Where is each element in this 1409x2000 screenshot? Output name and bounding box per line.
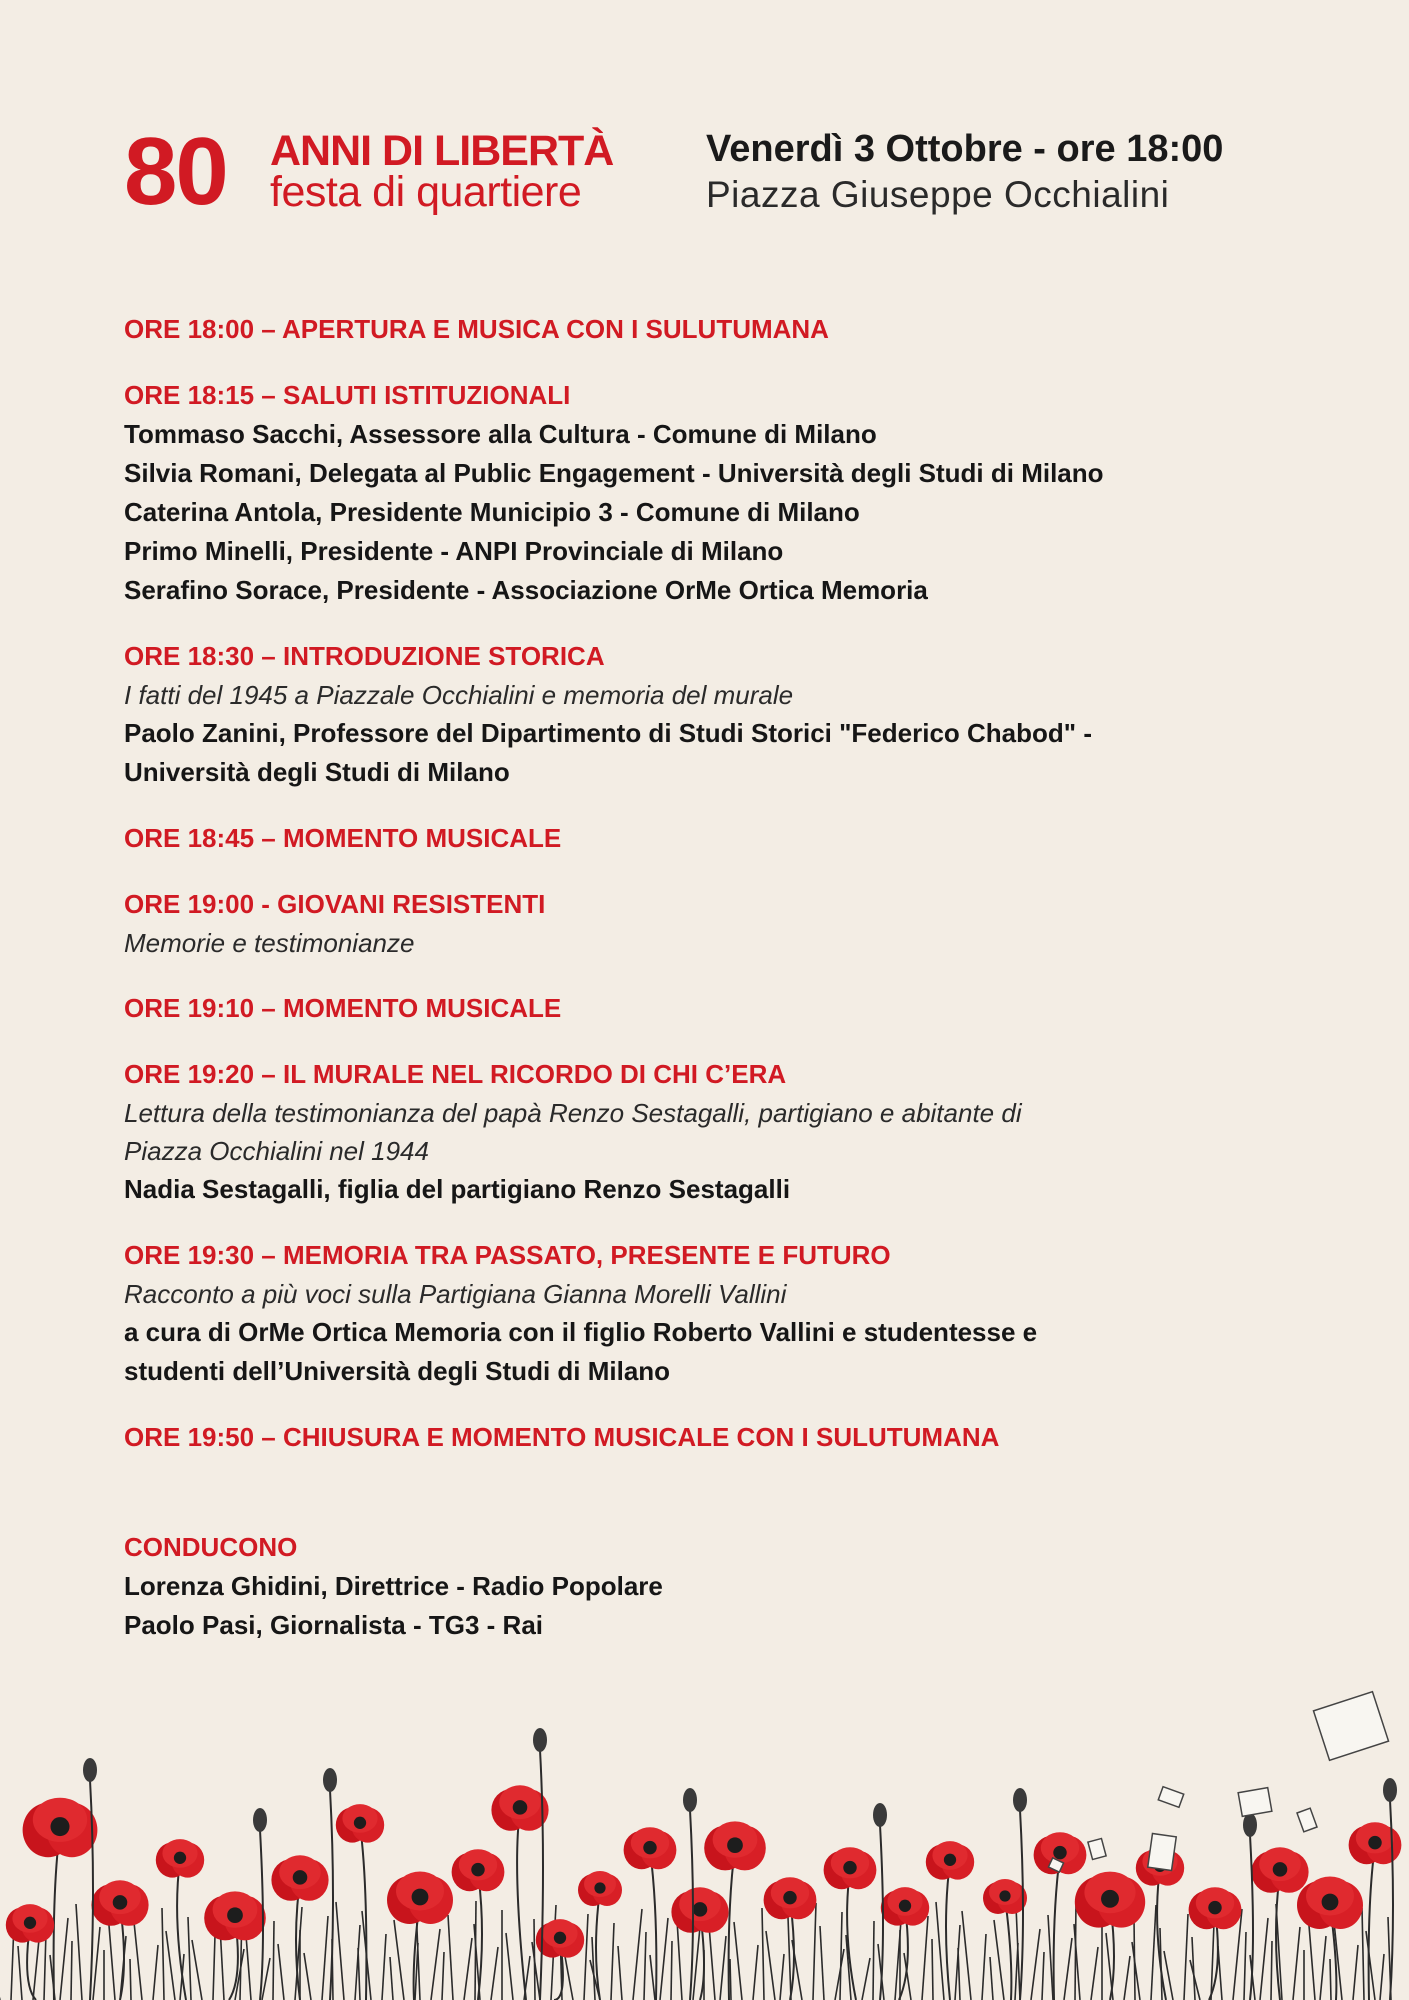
program-item-description: Racconto a più voci sulla Partigiana Gianna Morelli Vallini [124,1279,787,1309]
poppy-flower-icon [1136,1847,1184,2000]
header [124,118,1284,232]
poppy-flower-icon [624,1827,677,2000]
poppy-flower-icon [336,1804,384,2000]
program-item [124,376,1304,610]
program-item-time-title: ORE 18:45 – MOMENTO MUSICALE [124,823,562,853]
program-item-description: I fatti del 1945 a Piazzale Occhialini e memoria del murale [124,680,794,710]
poppy-flower-icon [671,1887,728,2000]
program-schedule [124,310,1304,1484]
program-item [124,310,1304,349]
program-item-speaker: a cura di OrMe Ortica Memoria con il figlio Roberto Vallini e studentesse e [124,1317,1038,1347]
poppy-field-illustration [0,1650,1409,2000]
flying-papers [1048,1692,1388,1872]
program-item-speaker: Silvia Romani, Delegata al Public Engagement - Università degli Studi di Milano [124,458,1104,488]
host-name: Paolo Pasi, Giornalista - TG3 - Rai [124,1610,543,1640]
poppy-flower-icon [881,1887,929,2000]
program-item-time-title: ORE 18:00 – APERTURA E MUSICA CON I SULUTUMANA [124,314,829,344]
host-name: Lorenza Ghidini, Direttrice - Radio Popolare [124,1571,663,1601]
hosts-section [124,1528,1224,1645]
program-item [124,819,1304,858]
program-item-speaker: Caterina Antola, Presidente Municipio 3 - Comune di Milano [124,497,860,527]
poppy-flower-icon [491,1785,548,2000]
program-item-time-title: ORE 19:20 – IL MURALE NEL RICORDO DI CHI C’ERA [124,1059,787,1089]
program-item [124,1418,1304,1457]
program-item-description: Lettura della testimonianza del papà Renzo Sestagalli, partigiano e abitante di [124,1098,1022,1128]
program-item [124,885,1304,962]
program-item-speaker: Primo Minelli, Presidente - ANPI Provinciale di Milano [124,536,784,566]
hosts-heading: CONDUCONO [124,1532,298,1562]
event-info [706,126,1223,218]
program-item-speaker: Serafino Sorace, Presidente - Associazione OrMe Ortica Memoria [124,575,928,605]
program-item-speaker: Paolo Zanini, Professore del Dipartimento di Studi Storici "Federico Chabod" - [124,718,1092,748]
event-title-line-1: ANNI DI LIBERTÀ [270,127,614,175]
program-item-description: Piazza Occhialini nel 1944 [124,1136,429,1166]
event-date-time: Venerdì 3 Ottobre - ore 18:00 [706,128,1224,170]
program-item-speaker: Università degli Studi di Milano [124,757,510,787]
program-item-time-title: ORE 18:30 – INTRODUZIONE STORICA [124,641,605,671]
event-title-line-2: festa di quartiere [270,168,582,216]
event-location: Piazza Giuseppe Occhialini [706,174,1170,215]
poppy-flower-icon [23,1798,98,2000]
program-item-time-title: ORE 19:50 – CHIUSURA E MOMENTO MUSICALE CON I SULUTUMANA [124,1422,1000,1452]
program-item [124,1055,1304,1209]
program-item [124,1236,1304,1391]
program-item-time-title: ORE 19:30 – MEMORIA TRA PASSATO, PRESENTE E FUTURO [124,1240,891,1270]
program-item-speaker: Tommaso Sacchi, Assessore alla Cultura - Comune di Milano [124,419,877,449]
poppy-bud-icon [83,1758,97,2000]
program-item-time-title: ORE 19:10 – MOMENTO MUSICALE [124,993,562,1023]
event-title [270,127,614,216]
program-item [124,637,1304,792]
program-item-speaker: Nadia Sestagalli, figlia del partigiano Renzo Sestagalli [124,1174,791,1204]
program-item-speaker: studenti dell’Università degli Studi di Milano [124,1356,671,1386]
program-item-time-title: ORE 18:15 – SALUTI ISTITUZIONALI [124,380,571,410]
program-item [124,989,1304,1028]
program-item-description: Memorie e testimonianze [124,928,415,958]
program-item-time-title: ORE 19:00 - GIOVANI RESISTENTI [124,889,546,919]
anniversary-number: 80 [124,118,227,225]
